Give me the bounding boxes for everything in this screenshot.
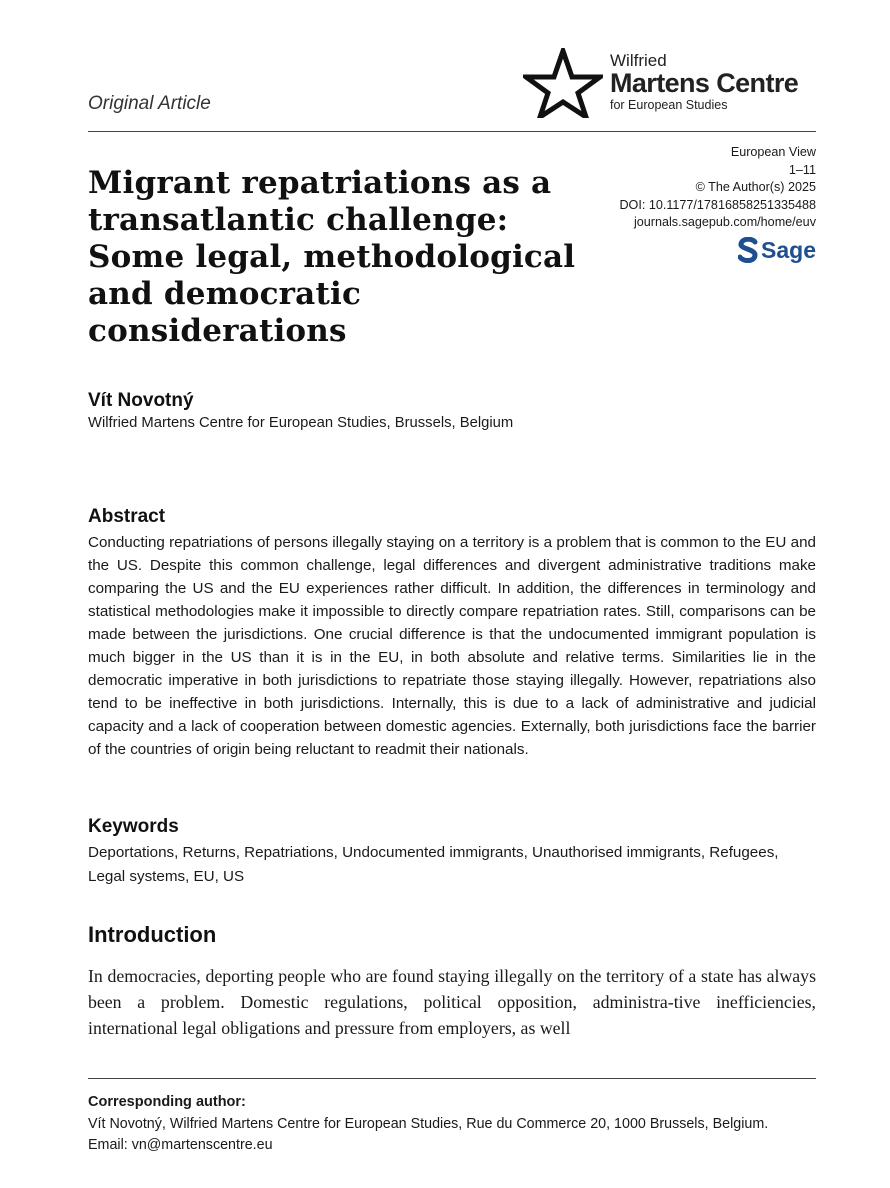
logo-line-2: Martens Centre xyxy=(610,68,799,98)
author-affiliation: Wilfried Martens Centre for European Studies, Brussels, Belgium xyxy=(88,415,514,431)
journal-url[interactable]: journals.sagepub.com/home/euv xyxy=(633,215,816,229)
journal-name: European View xyxy=(730,145,816,159)
copyright: © The Author(s) 2025 xyxy=(695,180,816,194)
publisher-logo xyxy=(523,48,823,118)
sage-logo xyxy=(738,236,816,264)
logo-line-1: Wilfried xyxy=(610,51,667,70)
corresponding-address: Vít Novotný, Wilfried Martens Centre for European Studies, Rue du Commerce 20, 1000 Brussels, Belgium. xyxy=(88,1116,769,1132)
corresponding-details xyxy=(88,1114,828,1156)
star-logo-icon xyxy=(523,48,603,118)
footnote-divider xyxy=(88,1078,816,1079)
introduction-body: In democracies, deporting people who are found staying illegally on the territory of a state has always been a problem. Domestic regulations, political opposition, administra-tive inefficiencies, international legal obligations and pressure from employers, as well xyxy=(88,966,816,1038)
doi[interactable]: DOI: 10.1177/17816858251335488 xyxy=(619,197,816,212)
keywords-list: Deportations, Returns, Repatriations, Undocumented immigrants, Unauthorised immigrants, Refugees, Legal systems, EU, US xyxy=(88,844,779,885)
keywords-heading: Keywords xyxy=(88,816,179,837)
page-range: 1–11 xyxy=(788,162,816,177)
author-name: Vít Novotný xyxy=(88,390,194,411)
logo-line-3: for European Studies xyxy=(610,98,728,112)
journal-meta xyxy=(576,144,816,232)
sage-s-icon xyxy=(738,237,758,263)
abstract-heading: Abstract xyxy=(88,506,166,527)
article-title: Migrant repatriations as a transatlantic challenge: Some legal, methodological and democratic considerations xyxy=(88,165,576,349)
sage-wordmark: Sage xyxy=(761,236,816,263)
article-type: Original Article xyxy=(88,93,211,114)
header-divider xyxy=(88,131,816,132)
corresponding-email[interactable]: Email: vn@martenscentre.eu xyxy=(88,1137,273,1153)
abstract-body: Conducting repatriations of persons illegally staying on a territory is a problem that is common to the EU and the US. Despite this common challenge, legal differences and divergent administrative traditions make comparing the US and the EU experiences rather difficult. In addition, the differences in terminology and statistical methodologies make it impossible to directly compare repatriation rates. Still, comparisons can be made between the jurisdictions. One crucial difference is that the undocumented immigrant population is much bigger in the US than it is in the EU, in both absolute and relative terms. Similarities lie in the democratic imperative in both jurisdictions to repatriate those staying illegally. However, repatriations also tend to be ineffective in both jurisdictions. Internally, this is due to a lack of administrative and judicial capacity and a lack of cooperation between domestic agencies. Externally, both jurisdictions face the barrier of the countries of origin being reluctant to readmit their nationals. xyxy=(88,534,816,758)
introduction-heading: Introduction xyxy=(88,922,217,947)
corresponding-heading: Corresponding author: xyxy=(88,1094,246,1110)
